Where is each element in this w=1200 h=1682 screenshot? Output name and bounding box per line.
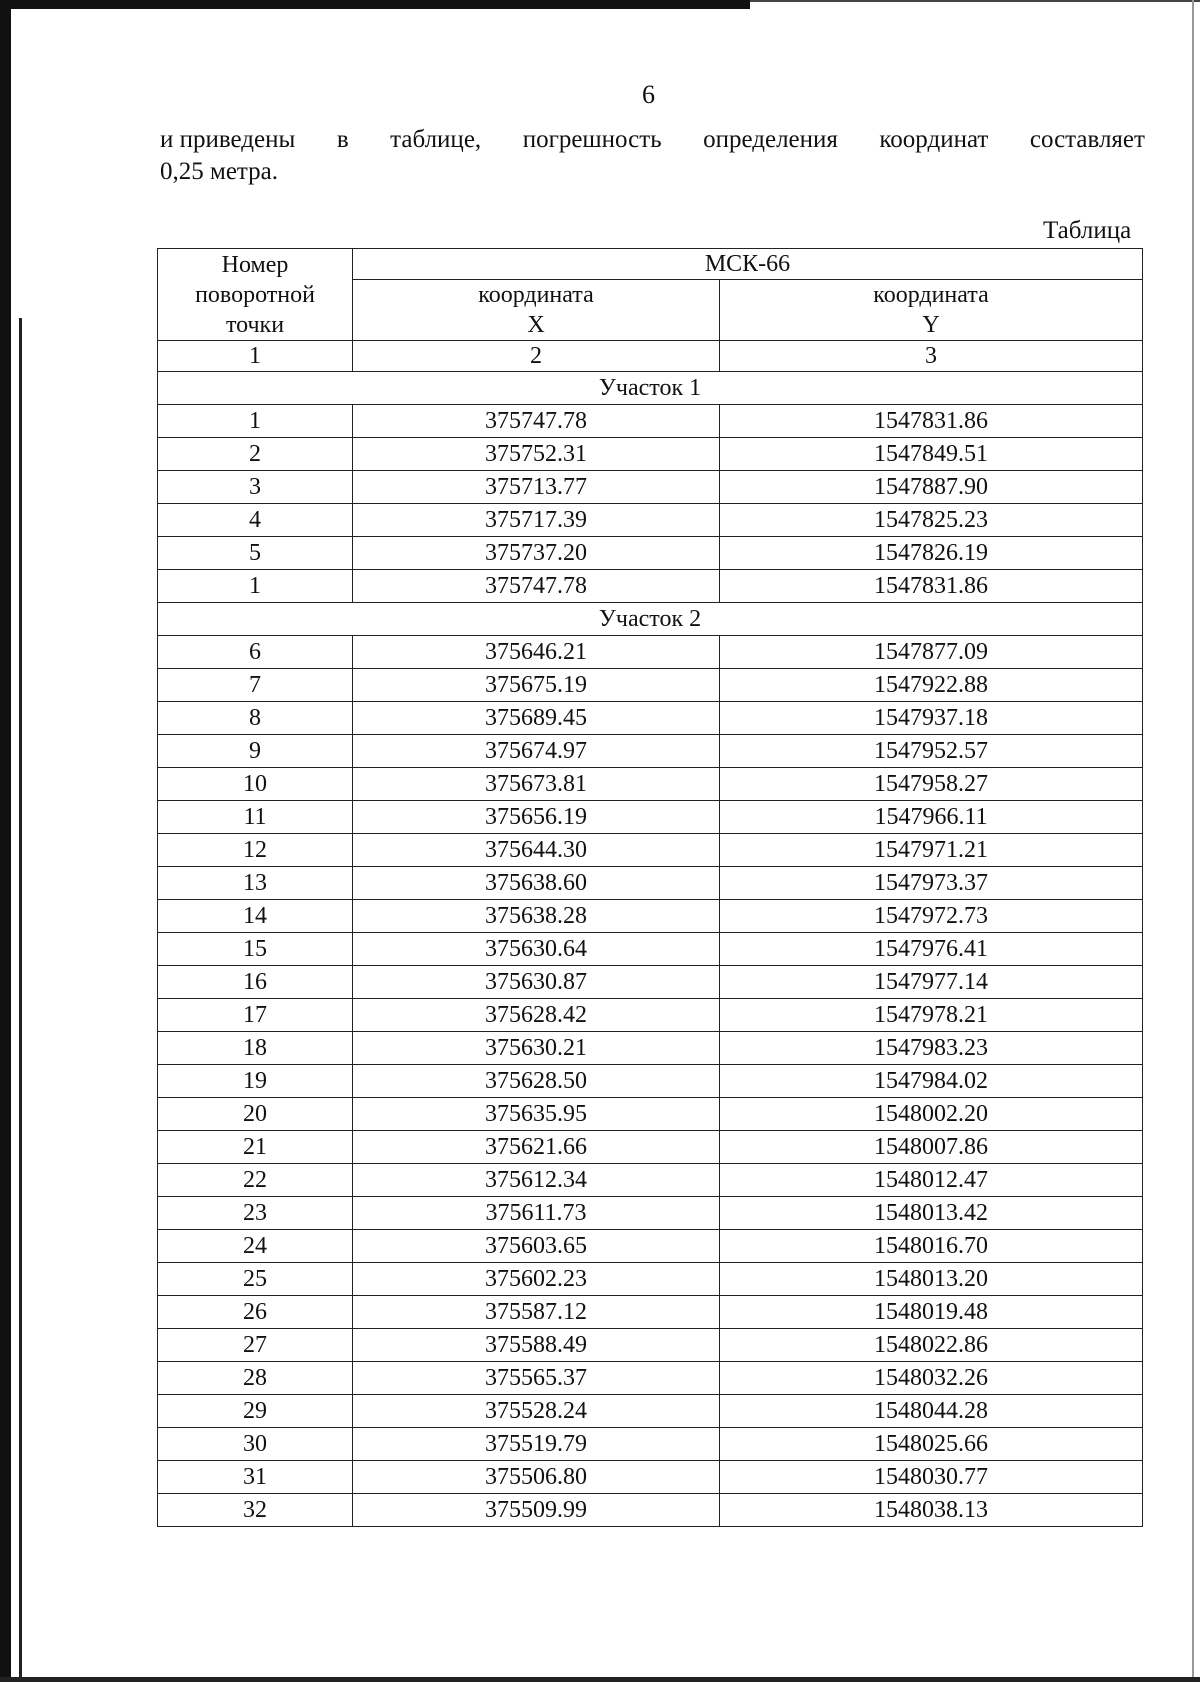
point-number-cell: 5 [158, 537, 353, 570]
coordinate-x-cell: 375747.78 [353, 570, 720, 603]
coordinate-x-cell: 375621.66 [353, 1131, 720, 1164]
table-row [158, 1131, 1143, 1164]
point-number-cell: 25 [158, 1263, 353, 1296]
coordinate-x-cell: 375713.77 [353, 471, 720, 504]
page-number: 6 [642, 80, 655, 109]
table-row [158, 1065, 1143, 1098]
intro-word: таблице, [390, 126, 482, 153]
table-row [158, 702, 1143, 735]
table-row [158, 570, 1143, 603]
table-row [158, 438, 1143, 471]
table-row [158, 966, 1143, 999]
header-coordinate-x-line: X [527, 312, 545, 338]
coordinate-x-cell: 375587.12 [353, 1296, 720, 1329]
section-title: Участок 2 [158, 603, 1143, 636]
section-row [158, 603, 1143, 636]
coordinate-y-cell: 1547984.02 [720, 1065, 1143, 1098]
point-number-cell: 31 [158, 1461, 353, 1494]
table-row [158, 1395, 1143, 1428]
header-coordinate-y-line: Y [922, 312, 940, 338]
point-number-cell: 10 [158, 768, 353, 801]
coordinate-y-cell: 1547849.51 [720, 438, 1143, 471]
intro-word: погрешность [522, 126, 662, 153]
point-number-cell: 12 [158, 834, 353, 867]
column-number: 1 [158, 341, 353, 372]
intro-line-1 [160, 124, 1145, 156]
point-number-cell: 26 [158, 1296, 353, 1329]
header-coordinate-y [720, 280, 1143, 341]
coordinate-y-cell: 1548022.86 [720, 1329, 1143, 1362]
point-number-cell: 20 [158, 1098, 353, 1131]
coordinate-y-cell: 1548016.70 [720, 1230, 1143, 1263]
point-number-cell: 2 [158, 438, 353, 471]
table-row [158, 1461, 1143, 1494]
section-title: Участок 1 [158, 372, 1143, 405]
coordinate-y-cell: 1547976.41 [720, 933, 1143, 966]
coordinate-x-cell: 375630.87 [353, 966, 720, 999]
intro-word: в [336, 126, 349, 153]
header-point-number-line: поворотной [195, 281, 315, 308]
coordinate-x-cell: 375717.39 [353, 504, 720, 537]
point-number-cell: 15 [158, 933, 353, 966]
coordinate-x-cell: 375752.31 [353, 438, 720, 471]
intro-paragraph [160, 124, 1145, 188]
coordinate-x-cell: 375635.95 [353, 1098, 720, 1131]
coordinates-table [157, 248, 1143, 1527]
coordinate-x-cell: 375689.45 [353, 702, 720, 735]
scan-edge-left-line [19, 318, 22, 1682]
column-number: 3 [720, 341, 1143, 372]
table-row [158, 504, 1143, 537]
coordinate-y-cell: 1547826.19 [720, 537, 1143, 570]
coordinate-x-cell: 375628.50 [353, 1065, 720, 1098]
point-number-cell: 30 [158, 1428, 353, 1461]
table-row [158, 471, 1143, 504]
table-header [158, 249, 1143, 372]
coordinate-x-cell: 375506.80 [353, 1461, 720, 1494]
coordinate-y-cell: 1548030.77 [720, 1461, 1143, 1494]
scan-edge-top-thin [750, 0, 1200, 2]
table-row [158, 1329, 1143, 1362]
coordinate-x-cell: 375675.19 [353, 669, 720, 702]
point-number-cell: 28 [158, 1362, 353, 1395]
section-row [158, 372, 1143, 405]
table-row [158, 900, 1143, 933]
point-number-cell: 1 [158, 405, 353, 438]
table-row [158, 669, 1143, 702]
coordinate-x-cell: 375528.24 [353, 1395, 720, 1428]
coordinate-x-cell: 375638.28 [353, 900, 720, 933]
table-row [158, 1197, 1143, 1230]
point-number-cell: 11 [158, 801, 353, 834]
point-number-cell: 24 [158, 1230, 353, 1263]
coordinate-y-cell: 1548044.28 [720, 1395, 1143, 1428]
table-row [158, 1098, 1143, 1131]
table-row [158, 1263, 1143, 1296]
scan-edge-bottom [0, 1677, 1200, 1682]
scan-edge-top [0, 0, 750, 9]
coordinate-y-cell: 1548002.20 [720, 1098, 1143, 1131]
table-row [158, 867, 1143, 900]
coordinate-y-cell: 1547972.73 [720, 900, 1143, 933]
coordinate-y-cell: 1548013.20 [720, 1263, 1143, 1296]
coordinate-x-cell: 375673.81 [353, 768, 720, 801]
table-row [158, 1362, 1143, 1395]
intro-word: определения [703, 126, 838, 153]
table-row [158, 1230, 1143, 1263]
table-row [158, 768, 1143, 801]
point-number-cell: 21 [158, 1131, 353, 1164]
coordinate-y-cell: 1547937.18 [720, 702, 1143, 735]
header-coordinate-x-line: координата [478, 282, 594, 308]
coordinate-y-cell: 1547966.11 [720, 801, 1143, 834]
point-number-cell: 27 [158, 1329, 353, 1362]
coordinate-y-cell: 1548038.13 [720, 1494, 1143, 1527]
point-number-cell: 1 [158, 570, 353, 603]
table-row [158, 1494, 1143, 1527]
coordinate-x-cell: 375656.19 [353, 801, 720, 834]
point-number-cell: 6 [158, 636, 353, 669]
header-point-number-line: Номер [221, 251, 289, 278]
point-number-cell: 3 [158, 471, 353, 504]
coordinate-x-cell: 375644.30 [353, 834, 720, 867]
coordinate-y-cell: 1547825.23 [720, 504, 1143, 537]
coordinate-y-cell: 1547952.57 [720, 735, 1143, 768]
table-caption: Таблица [1043, 217, 1132, 244]
intro-word: и приведены [160, 126, 296, 153]
intro-line-2: 0,25 метра. [160, 158, 278, 185]
coordinate-y-cell: 1548019.48 [720, 1296, 1143, 1329]
coordinate-x-cell: 375612.34 [353, 1164, 720, 1197]
coordinate-x-cell: 375737.20 [353, 537, 720, 570]
coordinate-y-cell: 1547977.14 [720, 966, 1143, 999]
coordinate-y-cell: 1548012.47 [720, 1164, 1143, 1197]
point-number-cell: 4 [158, 504, 353, 537]
point-number-cell: 9 [158, 735, 353, 768]
table-row [158, 735, 1143, 768]
header-coordinate-x [353, 280, 720, 341]
intro-word: составляет [1029, 126, 1145, 153]
coordinate-y-cell: 1547877.09 [720, 636, 1143, 669]
table-row [158, 636, 1143, 669]
column-number: 2 [353, 341, 720, 372]
point-number-cell: 16 [158, 966, 353, 999]
point-number-cell: 7 [158, 669, 353, 702]
coordinate-x-cell: 375509.99 [353, 1494, 720, 1527]
coordinate-x-cell: 375588.49 [353, 1329, 720, 1362]
coordinate-x-cell: 375519.79 [353, 1428, 720, 1461]
coordinate-y-cell: 1547973.37 [720, 867, 1143, 900]
coordinate-y-cell: 1547983.23 [720, 1032, 1143, 1065]
scan-edge-right [1192, 0, 1194, 1682]
point-number-cell: 14 [158, 900, 353, 933]
table-row [158, 405, 1143, 438]
table-row [158, 1296, 1143, 1329]
table-row [158, 1032, 1143, 1065]
coordinate-x-cell: 375603.65 [353, 1230, 720, 1263]
point-number-cell: 32 [158, 1494, 353, 1527]
point-number-cell: 17 [158, 999, 353, 1032]
header-point-number-line: точки [225, 311, 285, 338]
coordinate-y-cell: 1548013.42 [720, 1197, 1143, 1230]
table-row [158, 801, 1143, 834]
point-number-cell: 29 [158, 1395, 353, 1428]
table-row [158, 1428, 1143, 1461]
point-number-cell: 13 [158, 867, 353, 900]
table-row [158, 1164, 1143, 1197]
coordinate-x-cell: 375674.97 [353, 735, 720, 768]
point-number-cell: 8 [158, 702, 353, 735]
coordinate-x-cell: 375611.73 [353, 1197, 720, 1230]
coordinate-y-cell: 1547958.27 [720, 768, 1143, 801]
coordinate-y-cell: 1547971.21 [720, 834, 1143, 867]
coordinate-x-cell: 375747.78 [353, 405, 720, 438]
coordinate-x-cell: 375630.21 [353, 1032, 720, 1065]
coordinate-y-cell: 1548032.26 [720, 1362, 1143, 1395]
coordinate-x-cell: 375638.60 [353, 867, 720, 900]
point-number-cell: 19 [158, 1065, 353, 1098]
coordinate-y-cell: 1548007.86 [720, 1131, 1143, 1164]
coordinate-y-cell: 1547978.21 [720, 999, 1143, 1032]
point-number-cell: 23 [158, 1197, 353, 1230]
coordinate-x-cell: 375565.37 [353, 1362, 720, 1395]
point-number-cell: 18 [158, 1032, 353, 1065]
coordinate-y-cell: 1547831.86 [720, 570, 1143, 603]
table-body [158, 372, 1143, 1527]
point-number-cell: 22 [158, 1164, 353, 1197]
scan-edge-left [0, 0, 11, 1682]
coordinate-y-cell: 1548025.66 [720, 1428, 1143, 1461]
coordinate-y-cell: 1547831.86 [720, 405, 1143, 438]
table-row [158, 933, 1143, 966]
coordinate-y-cell: 1547887.90 [720, 471, 1143, 504]
coordinate-x-cell: 375630.64 [353, 933, 720, 966]
table-row [158, 537, 1143, 570]
intro-word: координат [879, 126, 989, 153]
table-row [158, 999, 1143, 1032]
coordinate-y-cell: 1547922.88 [720, 669, 1143, 702]
header-coordinate-system: МСК-66 [353, 249, 1143, 280]
coordinate-x-cell: 375602.23 [353, 1263, 720, 1296]
coordinate-x-cell: 375646.21 [353, 636, 720, 669]
table-row [158, 834, 1143, 867]
header-point-number [158, 249, 353, 341]
coordinate-x-cell: 375628.42 [353, 999, 720, 1032]
header-coordinate-y-line: координата [873, 282, 989, 308]
